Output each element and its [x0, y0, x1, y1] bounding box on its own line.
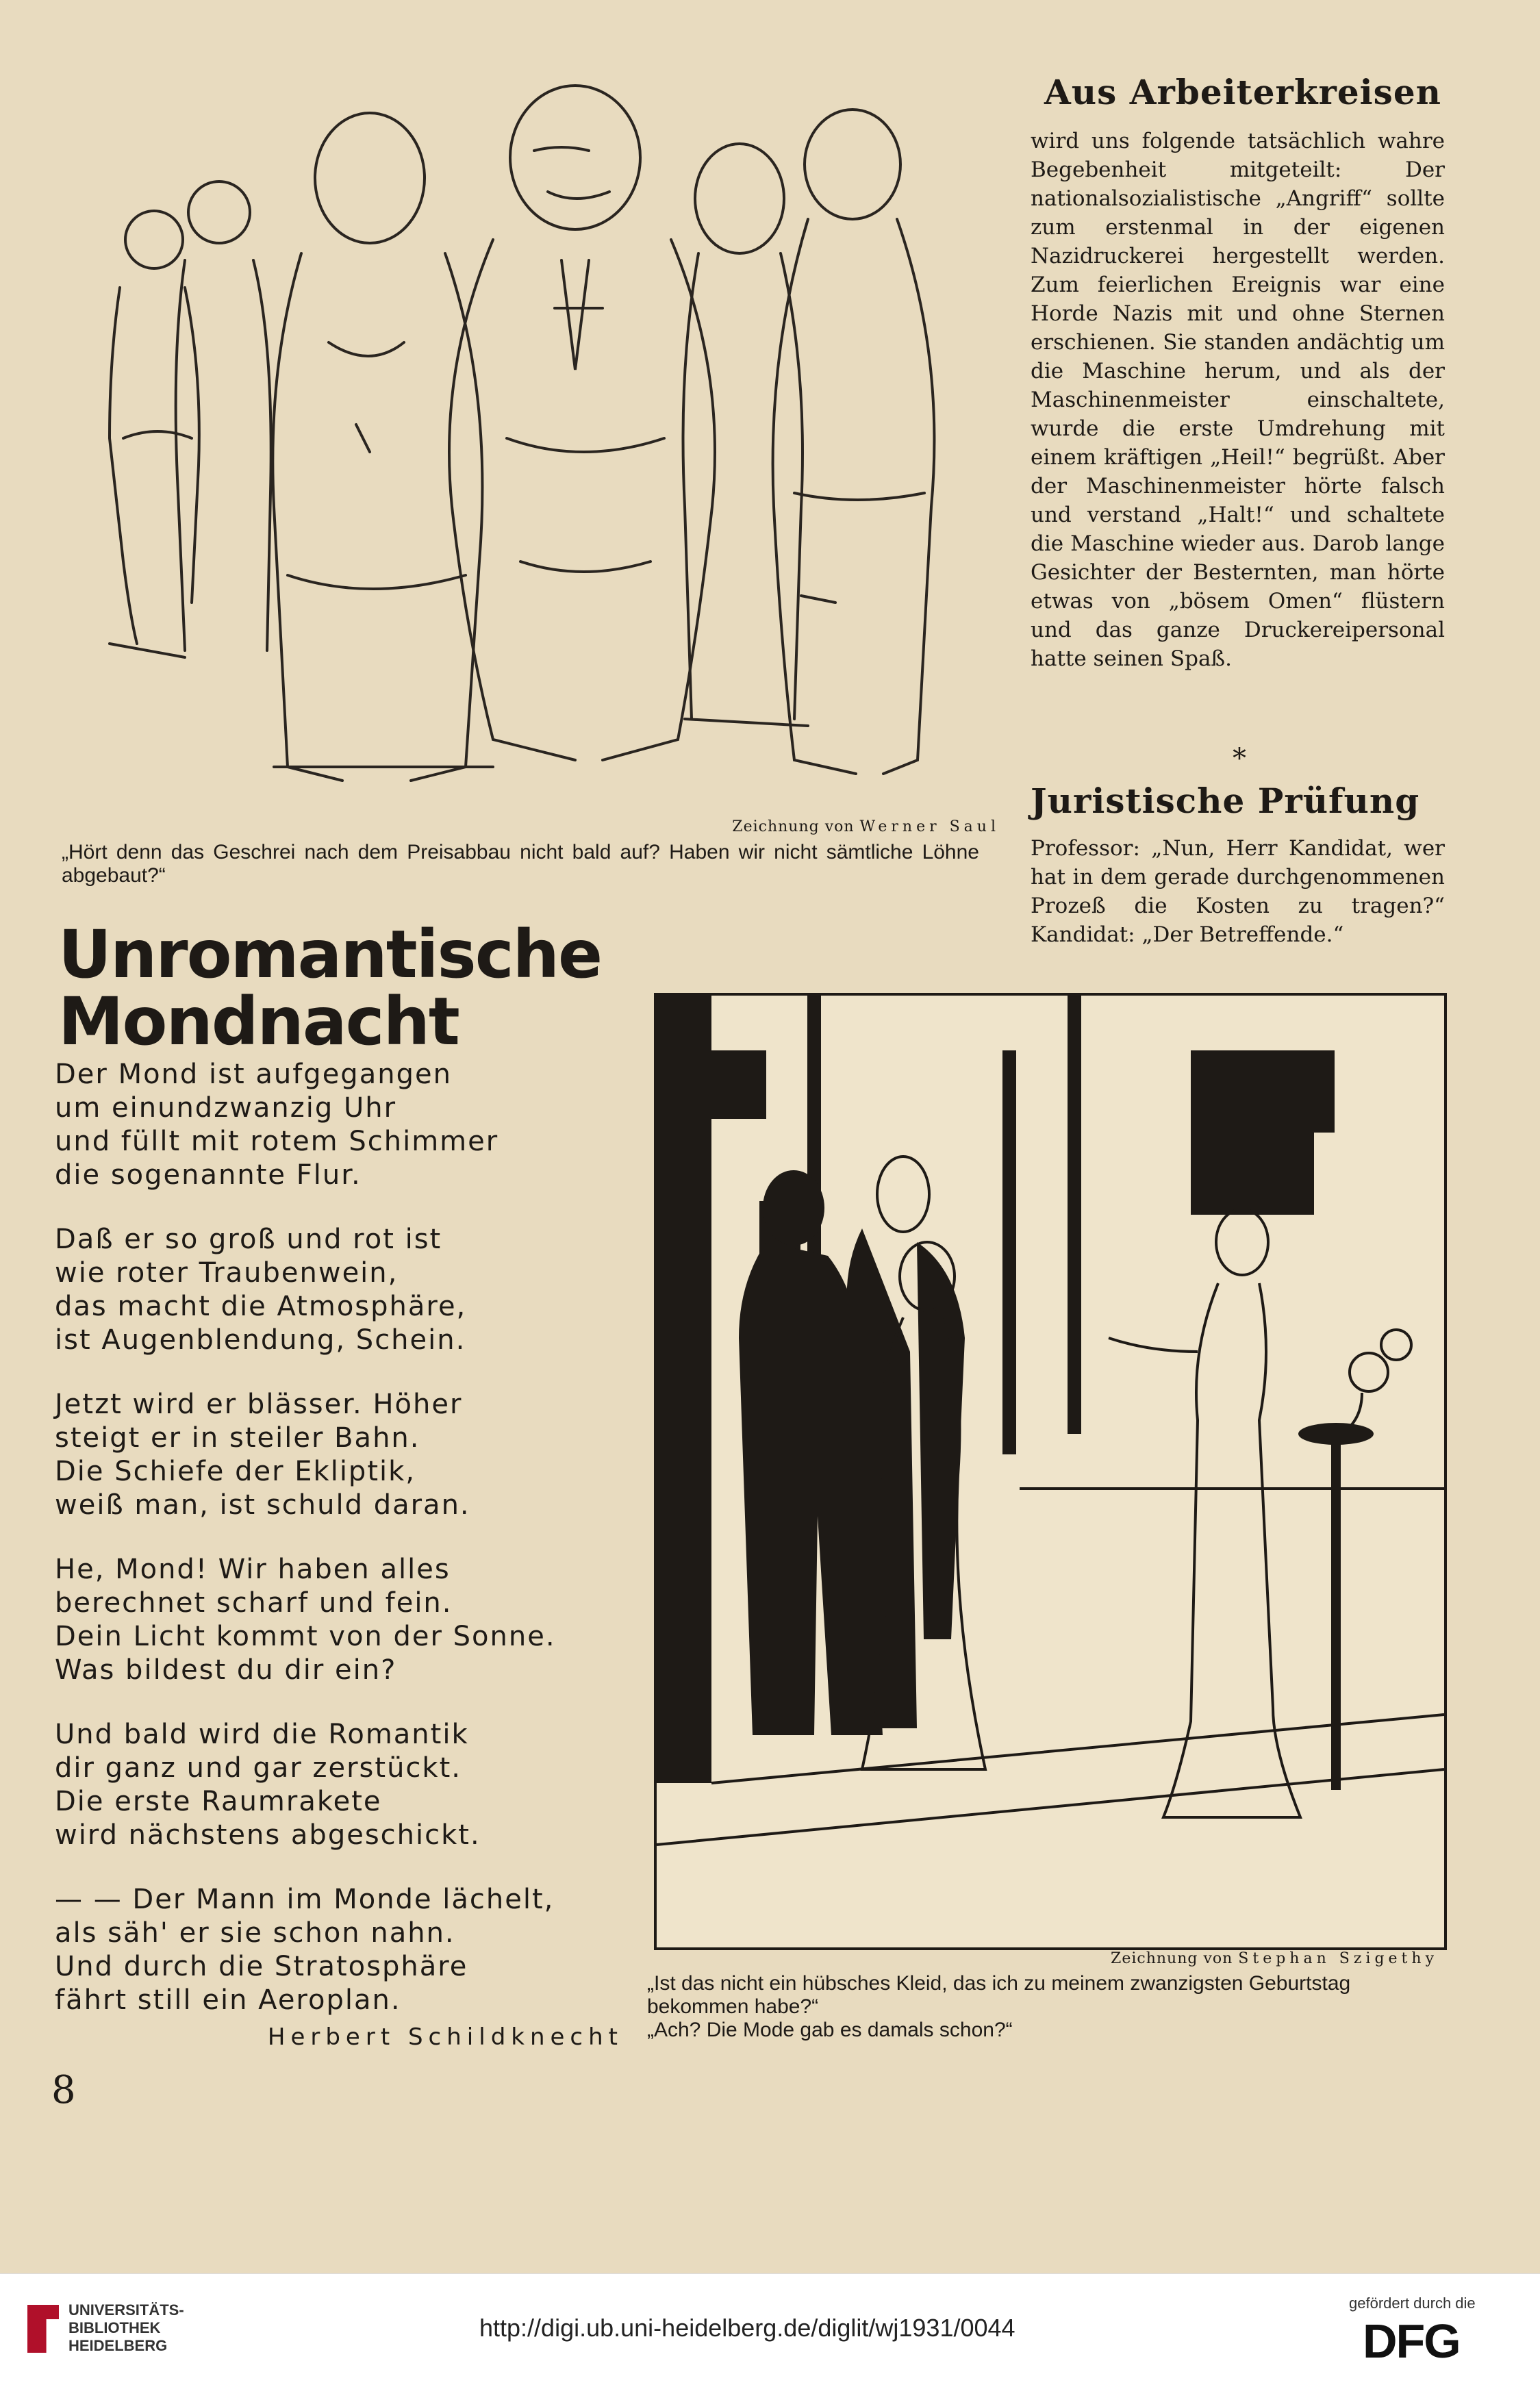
- poem-line: — — Der Mann im Monde lächelt,: [55, 1884, 555, 1915]
- bottom-cartoon-illustration: [654, 993, 1447, 1950]
- poem-line: berechnet scharf und fein.: [55, 1587, 453, 1619]
- poem-line: das macht die Atmosphäre,: [55, 1291, 467, 1322]
- page-number: 8: [51, 2068, 76, 2112]
- footer-bar: [0, 2273, 1540, 2387]
- bottom-cartoon-caption-line1: „Ist das nicht ein hübsches Kleid, das ich zu meinem zwanzigsten Geburtstag bekommen habe?“: [647, 1972, 1351, 2018]
- poem-title-line1: Unromantische: [58, 916, 602, 993]
- poem-title: [58, 916, 674, 1060]
- library-name: [68, 2301, 184, 2355]
- poem-stanza: [55, 1718, 623, 1852]
- poem-title-line2: Mondnacht: [58, 983, 459, 1060]
- article1-heading: Aus Arbeiterkreisen: [1044, 72, 1441, 112]
- top-cartoon-credit: [616, 818, 1000, 835]
- bottom-cartoon-drawing: [657, 996, 1444, 1947]
- funded-by-text: gefördert durch die: [1349, 2295, 1476, 2312]
- dfg-logo: DFG: [1363, 2314, 1460, 2368]
- poem-stanza: [55, 1553, 623, 1687]
- poem-line: weiß man, ist schuld daran.: [55, 1489, 470, 1521]
- poem-line: Und durch die Stratosphäre: [55, 1951, 468, 1982]
- poem-line: Die erste Raumrakete: [55, 1786, 382, 1817]
- poem-line: Jetzt wird er blässer. Höher: [55, 1389, 463, 1420]
- poem-line: Die Schiefe der Ekliptik,: [55, 1456, 416, 1487]
- bottom-cartoon-caption-line2: „Ach? Die Mode gab es damals schon?“: [647, 2019, 1013, 2041]
- article2-text: Professor: „Nun, Herr Kandidat, wer hat in dem gerade durchgenommenen Prozeß die Kosten zu tragen?“ Kandidat: „Der Betreffende.“: [1031, 836, 1445, 947]
- poem-line: als säh' er sie schon nahn.: [55, 1917, 455, 1949]
- top-cartoon-credit-prefix: Zeichnung von: [732, 818, 855, 835]
- poem-line: um einundzwanzig Uhr: [55, 1092, 397, 1124]
- bottom-cartoon-credit-prefix: Zeichnung von: [1111, 1950, 1233, 1967]
- poem-line: He, Mond! Wir haben alles: [55, 1554, 451, 1585]
- poem-line: Und bald wird die Romantik: [55, 1719, 469, 1750]
- poem-line: dir ganz und gar zerstückt.: [55, 1752, 462, 1784]
- poem-line: fährt still ein Aeroplan.: [55, 1984, 401, 2016]
- poem-line: Dein Licht kommt von der Sonne.: [55, 1621, 556, 1652]
- article1-text: wird uns folgende tatsächlich wahre Begebenheit mitgeteilt: Der nationalsozialistische „Angriff“ sollte zum erstenmal in der eigenen Nazidruckerei hergestellt werden. Zum feierlichen Ereignis war eine Horde Nazis mit und ohne Sternen erschienen. Sie standen andächtig um die Maschine herum, und als der Maschinenmeister einschaltete, wurde die erste Umdrehung mit einem kräftigen „Heil!“ begrüßt. Aber der Maschinenmeister hörte falsch und verstand „Halt!“ und schaltete die Maschine wieder aus. Darob lange Gesichter der Besternten, man hörte etwas von „bösem Omen“ flüstern und das ganze Druckereipersonal hatte seinen Spaß.: [1031, 129, 1445, 671]
- poem-author: Herbert Schildknecht: [267, 2023, 623, 2051]
- poem-stanza: [55, 1223, 623, 1357]
- poem-line: Der Mond ist aufgegangen: [55, 1059, 452, 1090]
- top-cartoon-credit-name: Werner Saul: [859, 818, 1000, 835]
- library-name-line1: UNIVERSITÄTS-: [68, 2301, 184, 2319]
- bottom-cartoon-credit: [959, 1950, 1438, 1967]
- poem-line: und füllt mit rotem Schimmer: [55, 1126, 499, 1157]
- bottom-cartoon-caption: [647, 1972, 1441, 2042]
- poem-line: Was bildest du dir ein?: [55, 1654, 397, 1686]
- article2-heading: Juristische Prüfung: [1031, 781, 1420, 821]
- university-logo-icon: [27, 2305, 59, 2353]
- poem-stanza: [55, 1883, 623, 2017]
- top-cartoon-drawing: [82, 82, 972, 808]
- poem-line: steigt er in steiler Bahn.: [55, 1422, 420, 1454]
- poem-line: die sogenannte Flur.: [55, 1159, 362, 1191]
- top-cartoon-caption: „Hört denn das Geschrei nach dem Preisabbau nicht bald auf? Haben wir nicht sämtliche Löhne abgebaut?“: [62, 841, 979, 887]
- poem-line: Daß er so groß und rot ist: [55, 1224, 442, 1255]
- poem-line: wie roter Traubenwein,: [55, 1257, 399, 1289]
- poem-body: [55, 1058, 623, 2023]
- top-cartoon-illustration: [82, 82, 972, 808]
- source-url-link[interactable]: http://digi.ub.uni-heidelberg.de/diglit/wj1931/0044: [479, 2314, 1015, 2342]
- poem-line: ist Augenblendung, Schein.: [55, 1324, 466, 1356]
- library-name-line2: BIBLIOTHEK: [68, 2319, 161, 2336]
- poem-stanza: [55, 1388, 623, 1522]
- bottom-cartoon-credit-name: Stephan Szigethy: [1238, 1950, 1438, 1967]
- separator-asterisk: *: [1233, 743, 1246, 774]
- poem-line: wird nächstens abgeschickt.: [55, 1819, 481, 1851]
- library-name-line3: HEIDELBERG: [68, 2337, 168, 2354]
- poem-stanza: [55, 1058, 623, 1192]
